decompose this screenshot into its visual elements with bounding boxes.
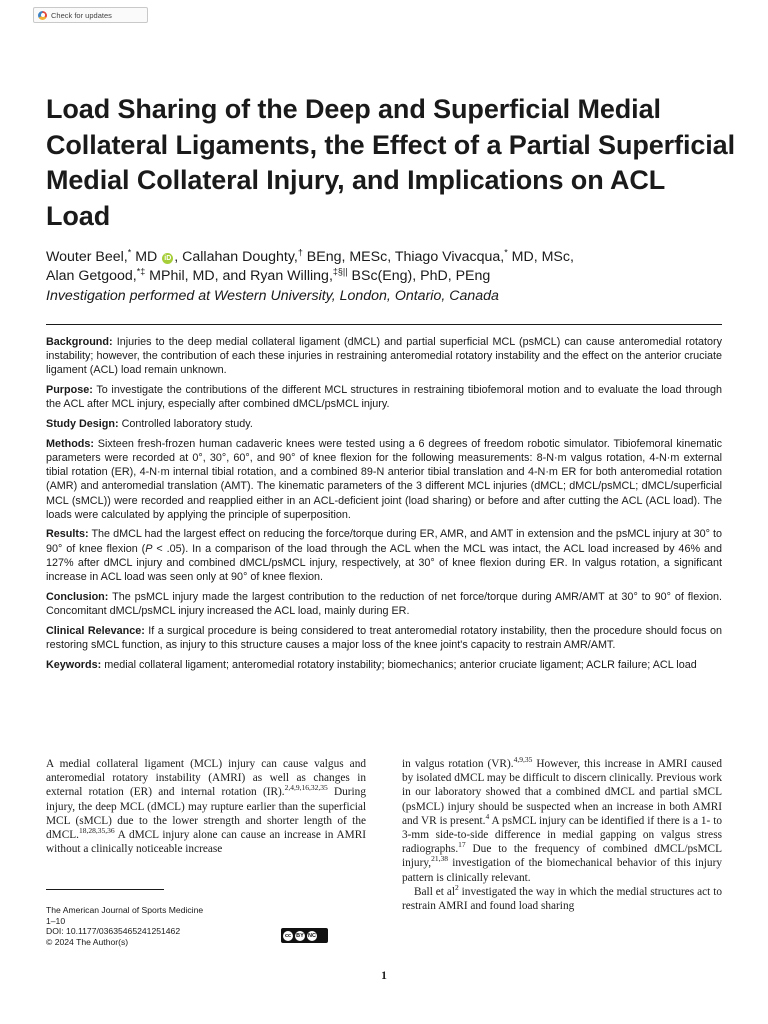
author-affil-mark: ‡§|| — [332, 266, 348, 277]
author-degree: BSc(Eng), PhD, PEng — [347, 268, 491, 284]
check-for-updates-label: Check for updates — [51, 10, 112, 20]
check-for-updates-button[interactable] — [33, 7, 148, 23]
article-title: Load Sharing of the Deep and Superficial Medial Collateral Ligaments, the Effect of a Partial Superficial Medial Collateral Injury, and Implications on ACL Load — [46, 94, 735, 231]
author-name: Alan Getgood, — [46, 268, 137, 284]
citation-link[interactable]: 2 — [454, 883, 459, 893]
body-column-left — [46, 757, 366, 856]
abstract-conclusion: Conclusion: The psMCL injury made the largest contribution to the reduction of net force/torque during AMR/AMT at 30° to 90° of flexion. Concomitant dMCL/psMCL injury increased the ACL load, mainly during ER. — [46, 590, 722, 617]
author-degree: MD — [131, 249, 158, 265]
body-paragraph: A medial collateral ligament (MCL) injury can cause valgus and anteromedial rotatory instability (AMRI) as well as changes in external rotation (ER) and internal rotation (IR).$^{2,4,9,16,32,35}$ During injury, the deep MCL (dMCL) may rupture earlier than the superficial MCL (sMCL) due to the lower strength and shorter length of the dMCL.$^{18,28,35,36}$ A dMCL injury alone can cause an increase in AMRI without a clinically noticeable increase — [46, 758, 366, 856]
abstract-clinical-relevance: Clinical Relevance: If a surgical procedure is being considered to treat anteromedial rotatory instability, then the procedure should focus on restoring sMCL function, as injury to this structure causes a major loss of the knee joint's capacity to restrain AMR/AMT. — [46, 624, 722, 651]
abstract-methods: Methods: Sixteen fresh-frozen human cadaveric knees were tested using a 6 degrees of freedom robotic simulator. Tibiofemoral kinematic parameters were recorded at 0°, 30°, 60°, and 90° of knee flexion for the following measurements: 8-N·m valgus rotation, 4-N·m external tibial rotation (ER), 4-N·m internal tibial rotation, and a combined 89-N anterior tibial translation and 4-N·m ER for both anteromedial rotation (AMR) and anteromedial translation (AMT). The kinematic parameters of the 3 different MCL injuries (dMCL; dMCL/psMCL; dMCL/superficial MCL (sMCL)) were recorded and reapplied either in an ACL-deficient joint (load sharing) or before and after cutting the ACL (ACL load). The loads were calculated by applying the principle of superposition. — [46, 437, 722, 521]
crossmark-icon — [38, 11, 47, 20]
abstract-keywords: Keywords: medial collateral ligament; anteromedial rotatory instability; biomechanics; anterior cruciate ligament; ACLR failure; ACL load — [46, 658, 697, 671]
abstract-study-design: Study Design: Controlled laboratory study. — [46, 418, 253, 431]
author-affil-mark: * — [504, 247, 508, 258]
abstract-purpose: Purpose: To investigate the contributions of the different MCL structures in restraining tibiofemoral motion and to evaluate the load through the ACL after MCL injury, especially after combined dMCL/psMCL injury. — [46, 384, 722, 411]
abstract-background: Background: Injuries to the deep medial collateral ligament (dMCL) and partial superficial MCL (psMCL) can cause anteromedial rotatory instability; however, the contribution of each these injuries in restraining anteromedial rotatory instability and the effect on the anterior cruciate ligament (ACL) load remain unknown. — [46, 336, 722, 377]
author-affil-mark: † — [297, 247, 303, 258]
journal-name: The American Journal of Sports Medicine — [46, 905, 204, 915]
by-icon: BY — [296, 932, 304, 939]
orcid-icon[interactable]: iD — [164, 255, 172, 262]
citation-link[interactable]: 2,4,9,16,32,35 — [284, 783, 328, 793]
page-number: 1 — [381, 970, 387, 982]
citation-link[interactable]: 17 — [458, 840, 466, 850]
author-name: , Callahan Doughty, — [174, 249, 298, 265]
author-affil-mark: *‡ — [136, 266, 146, 277]
author-degree: MD, MSc, — [507, 249, 574, 265]
cc-icon: cc — [284, 932, 292, 939]
abstract-top-rule — [46, 324, 722, 325]
nc-icon: NC — [308, 932, 316, 939]
citation-link[interactable]: 4 — [485, 812, 490, 822]
copyright: © 2024 The Author(s) — [46, 936, 129, 947]
author-affil-mark: * — [127, 247, 132, 258]
author-list — [46, 248, 726, 286]
body-paragraph: in valgus rotation (VR).$^{4,9,35}$ However, this increase in AMRI caused by isolated dMCL may be difficult to discern clinically. Previous work in our laboratory showed that a combined dMCL and partial sMCL (psMCL) injury should be suspected when an increase in both AMRI and VR is present.$^4$ A psMCL injury can be identified if there is a 1- to 3-mm side-to-side difference in medial gapping on valgus stress radiographs.$^{17}$ Due to the frequency of combined dMCL/psMCL injury,$^{21,38}$ investigation of the biomechanical behavior of this injury pattern is clinically relevant. — [402, 755, 722, 884]
body-paragraph: Ball et $al^2$ investigated the way in which the medial structures act to restrain AMRI and found load sharing — [402, 883, 722, 913]
footnote-rule — [46, 889, 164, 890]
doi-link[interactable]: DOI: 10.1177/03635465241251462 — [46, 926, 181, 937]
author-degree: BEng, MESc, Thiago Vivacqua, — [302, 249, 505, 265]
author-name: Wouter Beel, — [46, 249, 128, 265]
page-range: 1–10 — [46, 915, 66, 926]
affiliation: Investigation performed at Western University, London, Ontario, Canada — [46, 288, 499, 304]
abstract-results: Results: The dMCL had the largest effect on reducing the force/torque during ER, AMR, and AMT in extension and the psMCL injury at 30° to 90° of knee flexion (P < .05). In a comparison of the load through the ACL when the MCL was intact, the ACL load increased by 46% and 127% after dMCL injury and combined dMCL/psMCL injury, respectively, at 30° of knee flexion during ER. In valgus rotation, a significant increase in ACL load was seen only at 90° of knee flexion. — [46, 528, 722, 584]
abstract — [46, 335, 722, 677]
citation-link[interactable]: 21,38 — [431, 854, 448, 864]
journal-info — [46, 905, 286, 947]
body-column-right — [402, 757, 722, 913]
citation-link[interactable]: 4,9,35 — [513, 755, 533, 765]
cc-by-nc-license-icon[interactable] — [281, 928, 328, 943]
author-degree: MPhil, MD, and Ryan Willing, — [145, 268, 333, 284]
citation-link[interactable]: 18,28,35,36 — [78, 826, 115, 836]
